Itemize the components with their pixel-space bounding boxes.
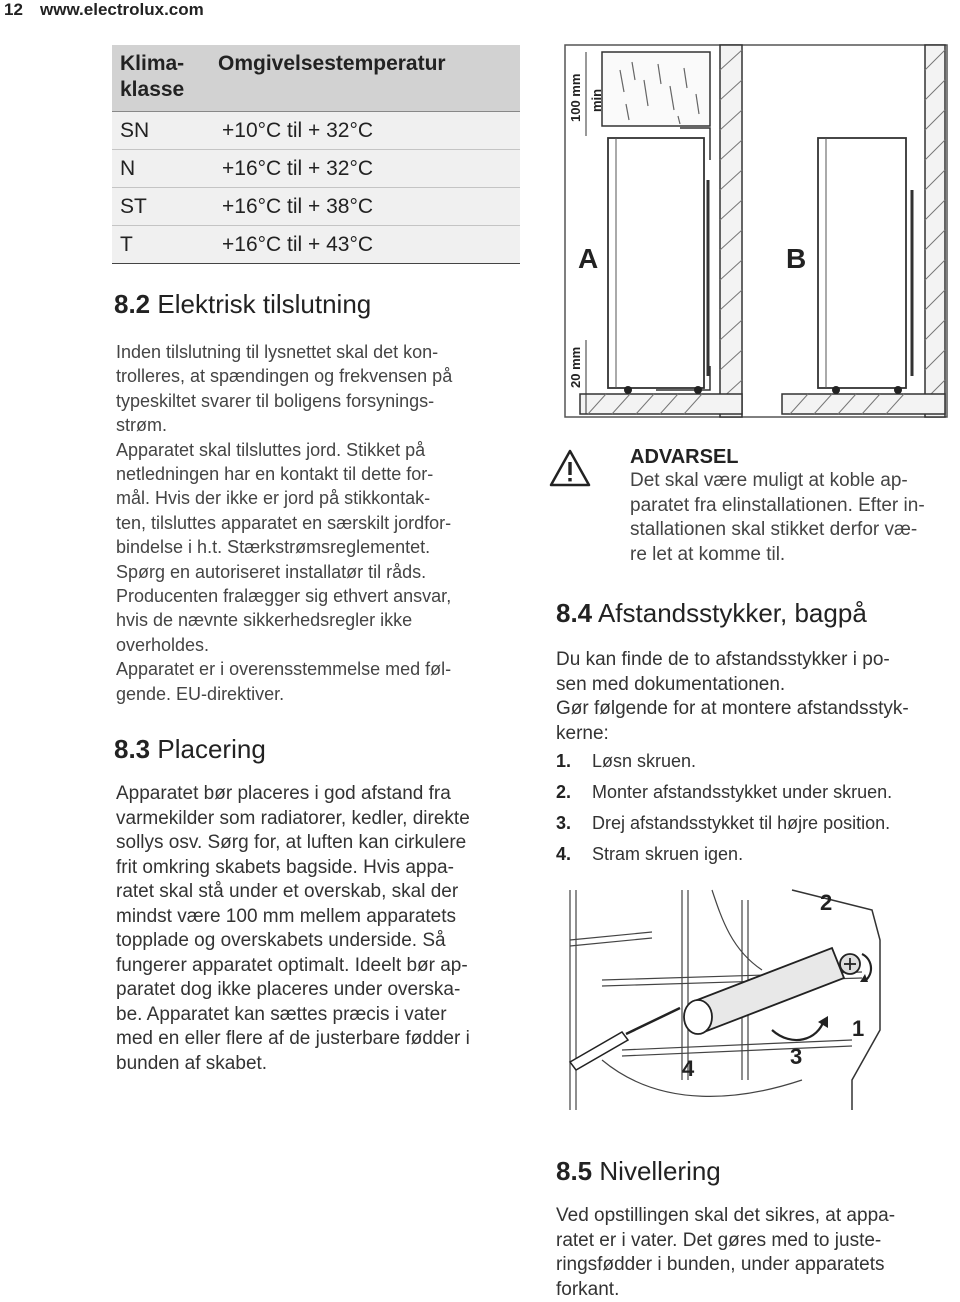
fridge-b-foot (894, 386, 902, 394)
climate-class-header-line1: Klima- (120, 52, 184, 75)
warning-triangle-icon (548, 448, 592, 488)
text-line: gende. EU-direktiver. (116, 682, 526, 706)
section-8-5-body (556, 1204, 956, 1302)
section-8-2-body (116, 340, 526, 706)
floor-b (782, 394, 945, 414)
step-text: Løsn skruen. (592, 751, 696, 771)
text-line: strøm. (116, 413, 526, 437)
step-label-2: 2 (820, 890, 832, 915)
list-item (556, 777, 892, 808)
temperature-cell: +16°C til + 43°C (210, 226, 520, 264)
turn-arrow-icon (772, 1020, 824, 1040)
text-line: hvis de nævnte sikkerhedsregler ikke (116, 608, 526, 632)
warning-title: ADVARSEL (630, 446, 960, 469)
warning-line: re let at komme til. (630, 543, 960, 568)
label-b: B (786, 243, 806, 274)
table-row (112, 226, 520, 264)
section-number: 8.5 (556, 1156, 592, 1186)
climate-class-cell: N (112, 150, 210, 188)
temperature-cell: +16°C til + 32°C (210, 150, 520, 188)
step-text: Stram skruen igen. (592, 844, 743, 864)
temperature-cell: +16°C til + 38°C (210, 188, 520, 226)
text-line: bindelse i h.t. Stærkstrømsreglementet. (116, 535, 526, 559)
text-line: mindst være 100 mm mellem apparatets (116, 905, 536, 930)
section-title: Nivellering (599, 1156, 720, 1186)
spacer-diagram (562, 880, 886, 1112)
ambient-temperature-header: Omgivelsestemperatur (210, 45, 520, 112)
fridge-a (608, 138, 704, 388)
section-8-2-heading (114, 289, 371, 320)
table-row (112, 112, 520, 150)
text-line: Producenten fralægger sig ethvert ansvar, (116, 584, 526, 608)
website-url[interactable]: www.electrolux.com (40, 0, 204, 20)
screwdriver-icon (570, 1008, 680, 1070)
section-title: Afstandsstykker, bagpå (598, 598, 867, 628)
climate-class-cell: T (112, 226, 210, 264)
text-line: sen med dokumentationen. (556, 673, 956, 698)
page-number: 12 (4, 0, 23, 20)
step-label-4: 4 (682, 1056, 695, 1081)
screw-icon (840, 954, 860, 974)
table-row (112, 150, 520, 188)
label-a: A (578, 243, 598, 274)
text-line: be. Apparatet kan sættes præcis i vater (116, 1003, 536, 1028)
step-text: Drej afstandsstykket til højre position. (592, 813, 890, 833)
text-line: typeskiltet svarer til boligens forsynings- (116, 389, 526, 413)
text-line: med en eller flere af de justerbare fødder i (116, 1027, 536, 1052)
climate-class-header-line2: klasse (120, 78, 184, 101)
text-line: ratet skal stå under et overskab, skal der (116, 880, 536, 905)
dim-top-value: 100 mm (568, 74, 583, 122)
overhead-cabinet (602, 52, 710, 126)
placement-diagram (560, 40, 952, 425)
climate-class-cell: SN (112, 112, 210, 150)
text-line: sollys osv. Sørg for, at luften kan cirkulere (116, 831, 536, 856)
text-line: paratet dog ikke placeres under overska- (116, 978, 536, 1003)
fridge-b-foot (832, 386, 840, 394)
step-number: 3. (556, 808, 592, 839)
warning-box (630, 446, 960, 567)
text-line: Apparatet er i overensstemmelse med føl- (116, 657, 526, 681)
text-line: netledningen har en kontakt til dette for- (116, 462, 526, 486)
turn-arrow-head-icon (818, 1016, 828, 1028)
table-header-row (112, 45, 520, 112)
text-line: Du kan finde de to afstandsstykker i po- (556, 648, 956, 673)
table-row (112, 188, 520, 226)
section-8-4-heading (556, 598, 867, 629)
text-line: topplade og overskabets underside. Så (116, 929, 536, 954)
fridge-a-foot (694, 386, 702, 394)
text-line: forkant. (556, 1278, 956, 1302)
list-item (556, 839, 892, 870)
text-line: bunden af skabet. (116, 1052, 536, 1077)
climate-class-header (112, 45, 210, 112)
section-8-5-heading (556, 1156, 721, 1187)
step-number: 2. (556, 777, 592, 808)
text-line: trolleres, at spændingen og frekvensen på (116, 364, 526, 388)
text-line: Ved opstillingen skal det sikres, at appa- (556, 1204, 956, 1229)
warning-line: paratet fra elinstallationen. Efter in- (630, 494, 960, 519)
section-8-3-heading (114, 734, 266, 765)
text-line: ringsfødder i bunden, under apparatets (556, 1253, 956, 1278)
section-number: 8.3 (114, 734, 150, 764)
step-text: Monter afstandsstykket under skruen. (592, 782, 892, 802)
text-line: mål. Hvis der ikke er jord på stikkontak- (116, 486, 526, 510)
text-line: overholdes. (116, 633, 526, 657)
fridge-back-panel (792, 890, 880, 1110)
list-item (556, 808, 892, 839)
section-number: 8.4 (556, 598, 592, 628)
text-line: Apparatet skal tilsluttes jord. Stikket på (116, 438, 526, 462)
warning-line: stallationen skal stikket derfor væ- (630, 518, 960, 543)
section-title: Elektrisk tilslutning (157, 289, 371, 319)
floor-a (580, 394, 742, 414)
dim-top-note: min (589, 89, 604, 112)
text-line: Gør følgende for at montere afstandsstyk- (556, 697, 956, 722)
text-line: kerne: (556, 722, 956, 747)
rotate-arrow-icon (862, 954, 871, 980)
temperature-cell: +10°C til + 32°C (210, 112, 520, 150)
text-line: Inden tilslutning til lysnettet skal det kon- (116, 340, 526, 364)
climate-class-table (112, 45, 520, 264)
step-number: 1. (556, 746, 592, 777)
text-line: fungerer apparatet optimalt. Ideelt bør ap- (116, 954, 536, 979)
wall-b (925, 45, 945, 417)
mounting-steps (556, 746, 892, 870)
text-line: ten, tilsluttes apparatet en særskilt jordfor- (116, 511, 526, 535)
fridge-b (818, 138, 906, 388)
warning-line: Det skal være muligt at koble ap- (630, 469, 960, 494)
step-label-1: 1 (852, 1016, 864, 1041)
dim-bottom-value: 20 mm (568, 347, 583, 388)
step-label-3: 3 (790, 1044, 802, 1069)
wall-a (720, 45, 742, 417)
text-line: varmekilder som radiatorer, kedler, direkte (116, 807, 536, 832)
fridge-a-foot (624, 386, 632, 394)
text-line: Spørg en autoriseret installatør til råds. (116, 560, 526, 584)
section-title: Placering (157, 734, 265, 764)
climate-class-cell: ST (112, 188, 210, 226)
text-line: frit omkring skabets bagside. Hvis appa- (116, 856, 536, 881)
text-line: Apparatet bør placeres i god afstand fra (116, 782, 536, 807)
section-number: 8.2 (114, 289, 150, 319)
text-line: ratet er i vater. Det gøres med to juste- (556, 1229, 956, 1254)
section-8-3-body (116, 782, 536, 1076)
section-8-4-body (556, 648, 956, 746)
list-item (556, 746, 892, 777)
step-number: 4. (556, 839, 592, 870)
